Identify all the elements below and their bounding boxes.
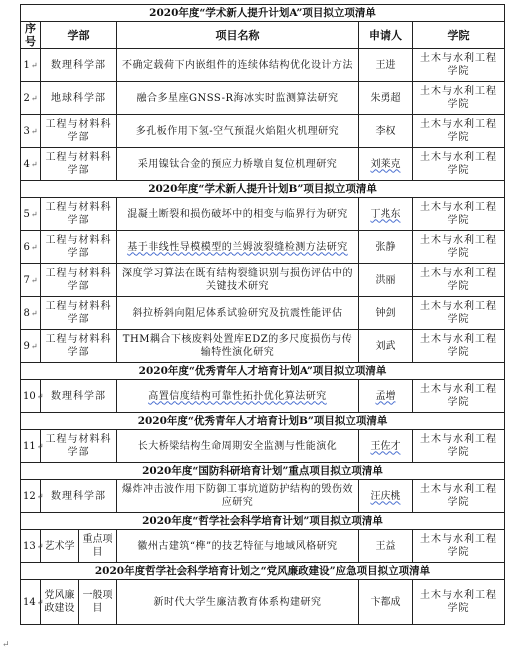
row-number: 1↵ [21, 49, 41, 82]
section-title: 2020年度“优秀青年人才培育计划A”项目拟立项清单 [21, 363, 505, 380]
table-row [21, 49, 505, 82]
row-number: 5↵ [21, 198, 41, 231]
row-dept-discipline: 党风廉政建设 [44, 590, 75, 614]
row-college: 土木与水利工程学院 [413, 480, 505, 513]
table-row [21, 297, 505, 330]
row-title: 不确定载荷下内嵌组件的连续体结构优化设计方法 [117, 49, 359, 82]
table-row [21, 115, 505, 148]
row-applicant: 刘莱克 [359, 148, 413, 181]
header-college: 学院 [413, 22, 505, 49]
row-title: 采用镍钛合金的预应力桥墩自复位机理研究 [117, 148, 359, 181]
row-title: 徽州古建筑“榫”的技艺特征与地域风格研究 [117, 530, 359, 563]
row-dept-type: 一般项目 [78, 580, 116, 624]
row-title: 高置信度结构可靠性拓扑优化算法研究 [117, 380, 359, 413]
document-table-container [20, 4, 504, 625]
row-number: 4↵ [21, 148, 41, 181]
row-applicant: 王进 [359, 49, 413, 82]
table-row [21, 380, 505, 413]
row-dept-split [41, 580, 117, 625]
row-title: THM耦合下核废料处置库EDZ的多尺度损伤与传输特性演化研究 [117, 330, 359, 363]
row-college: 土木与水利工程学院 [413, 49, 505, 82]
row-number: 10↵ [21, 380, 41, 413]
paragraph-mark: ↵ [2, 640, 10, 650]
row-dept-discipline: 艺术学 [44, 540, 75, 552]
row-number: 2↵ [21, 82, 41, 115]
row-applicant: 朱勇超 [359, 82, 413, 115]
row-applicant: 刘武 [359, 330, 413, 363]
row-dept: 工程与材料科学部 [41, 115, 117, 148]
row-college: 土木与水利工程学院 [413, 82, 505, 115]
row-college: 土木与水利工程学院 [413, 330, 505, 363]
row-title: 混凝土断裂和损伤破坏中的相变与临界行为研究 [117, 198, 359, 231]
row-college: 土木与水利工程学院 [413, 380, 505, 413]
row-college: 土木与水利工程学院 [413, 231, 505, 264]
row-college: 土木与水利工程学院 [413, 198, 505, 231]
table-row [21, 264, 505, 297]
row-number: 9↵ [21, 330, 41, 363]
table-row [21, 231, 505, 264]
row-college: 土木与水利工程学院 [413, 264, 505, 297]
row-title: 基于非线性导模模型的兰姆波裂缝检测方法研究 [117, 231, 359, 264]
section-title: 2020年度“学术新人提升计划B”项目拟立项清单 [21, 181, 505, 198]
row-dept: 工程与材料科学部 [41, 148, 117, 181]
row-dept: 工程与材料科学部 [41, 297, 117, 330]
header-dept: 学部 [41, 22, 117, 49]
row-applicant: 钟剑 [359, 297, 413, 330]
table-row [21, 82, 505, 115]
row-title: 融合多星座GNSS-R海冰实时监测算法研究 [117, 82, 359, 115]
row-number: 12↵ [21, 480, 41, 513]
table-row [21, 330, 505, 363]
row-applicant: 王益 [359, 530, 413, 563]
row-dept-split [41, 530, 117, 563]
row-applicant: 王佐才 [359, 430, 413, 463]
row-college: 土木与水利工程学院 [413, 580, 505, 625]
row-dept-type: 重点项目 [78, 530, 116, 562]
row-dept: 数理科学部 [41, 380, 117, 413]
row-title: 斜拉桥斜向阻尼体系试验研究及抗震性能评估 [117, 297, 359, 330]
row-dept: 工程与材料科学部 [41, 330, 117, 363]
row-number: 11↵ [21, 430, 41, 463]
table-row [21, 198, 505, 231]
row-title: 多孔板作用下氢-空气预混火焰阻火机理研究 [117, 115, 359, 148]
row-number: 8↵ [21, 297, 41, 330]
row-dept: 数理科学部 [41, 480, 117, 513]
row-applicant: 孟增 [359, 380, 413, 413]
row-college: 土木与水利工程学院 [413, 430, 505, 463]
table-row [21, 580, 505, 625]
table-row [21, 430, 505, 463]
header-no: 序号 [21, 22, 41, 49]
section-title: 2020年度哲学社会科学培育计划之“党风廉政建设”应急项目拟立项清单 [21, 563, 505, 580]
row-dept: 地球科学部 [41, 82, 117, 115]
table-row [21, 530, 505, 563]
row-dept: 工程与材料科学部 [41, 231, 117, 264]
row-college: 土木与水利工程学院 [413, 297, 505, 330]
row-college: 土木与水利工程学院 [413, 115, 505, 148]
row-dept: 数理科学部 [41, 49, 117, 82]
row-college: 土木与水利工程学院 [413, 148, 505, 181]
row-applicant: 汪庆桃 [359, 480, 413, 513]
row-applicant: 李权 [359, 115, 413, 148]
row-number: 6↵ [21, 231, 41, 264]
section-title: 2020年度“学术新人提升计划A”项目拟立项清单 [21, 5, 505, 22]
row-number: 13↵ [21, 530, 41, 563]
row-college: 土木与水利工程学院 [413, 530, 505, 563]
header-title: 项目名称 [117, 22, 359, 49]
row-title: 深度学习算法在既有结构裂缝识别与损伤评估中的关键技术研究 [117, 264, 359, 297]
row-number: 3↵ [21, 115, 41, 148]
row-title: 新时代大学生廉洁教育体系构建研究 [117, 580, 359, 625]
row-number: 7↵ [21, 264, 41, 297]
row-applicant: 洪丽 [359, 264, 413, 297]
row-dept: 工程与材料科学部 [41, 198, 117, 231]
row-title: 长大桥梁结构生命周期安全监测与性能演化 [117, 430, 359, 463]
table-row [21, 480, 505, 513]
project-list-table [20, 4, 505, 625]
header-applicant: 申请人 [359, 22, 413, 49]
row-applicant: 卞都成 [359, 580, 413, 625]
row-title: 爆炸冲击波作用下防御工事坑道防护结构的毁伤效应研究 [117, 480, 359, 513]
row-applicant: 张静 [359, 231, 413, 264]
section-title: 2020年度“哲学社会科学培育计划”项目拟立项清单 [21, 513, 505, 530]
row-dept: 工程与材料科学部 [41, 264, 117, 297]
table-row [21, 148, 505, 181]
section-title: 2020年度“国防科研培育计划”重点项目拟立项清单 [21, 463, 505, 480]
row-applicant: 丁兆东 [359, 198, 413, 231]
row-number: 14↵ [21, 580, 41, 625]
row-dept: 工程与材料科学部 [41, 430, 117, 463]
section-title: 2020年度“优秀青年人才培育计划B”项目拟立项清单 [21, 413, 505, 430]
